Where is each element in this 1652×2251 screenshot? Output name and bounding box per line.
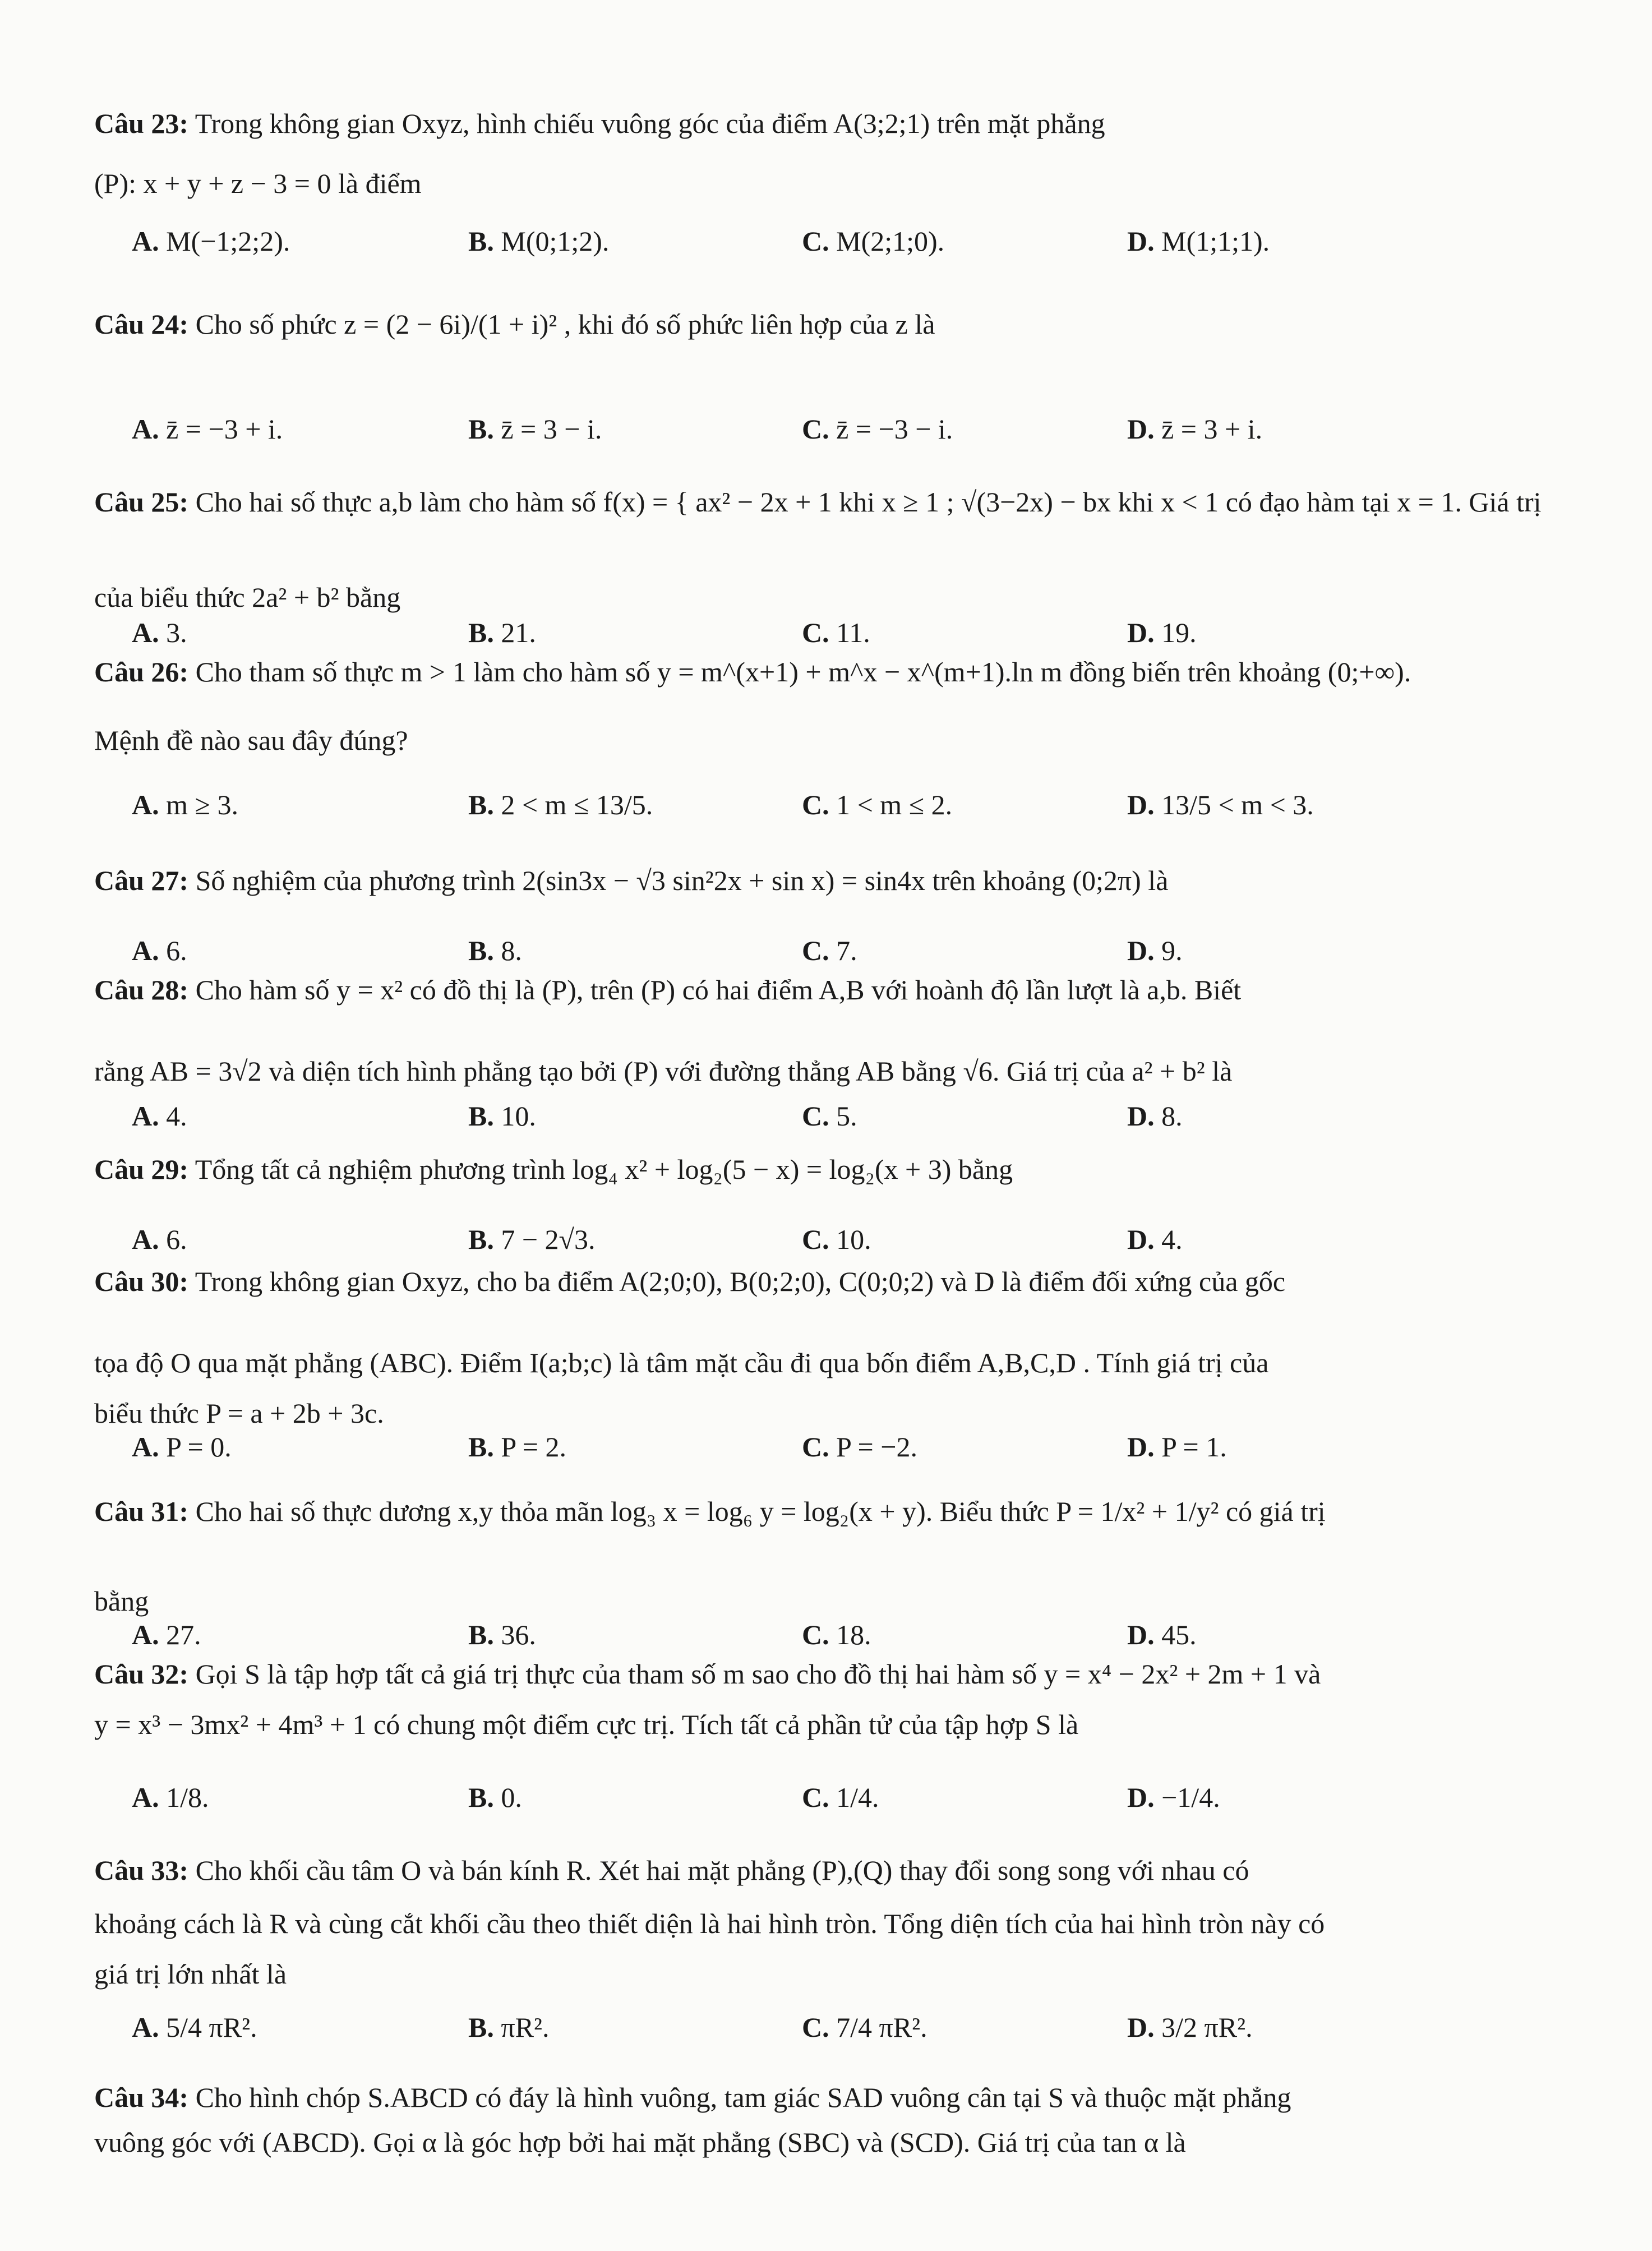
- option-text: 36.: [501, 1619, 536, 1650]
- question-line: [94, 1657, 1545, 1691]
- option-text: 10.: [836, 1224, 871, 1255]
- question-text-continued: biểu thức P = a + 2b + 3c.: [94, 1397, 384, 1429]
- option-text: z̄ = −3 − i.: [836, 413, 953, 445]
- option-text: 11.: [836, 617, 870, 648]
- question-text-continued: giá trị lớn nhất là: [94, 1958, 287, 1990]
- question-text-continued: Mệnh đề nào sau đây đúng?: [94, 725, 408, 756]
- answer-option: [468, 788, 653, 822]
- option-text: 6.: [166, 1224, 187, 1255]
- option-text: z̄ = −3 + i.: [166, 413, 283, 445]
- answer-option: [1127, 1780, 1220, 1814]
- option-key: A.: [132, 1619, 159, 1650]
- option-key: B.: [468, 413, 494, 445]
- option-text: 3.: [166, 617, 187, 648]
- question-line: [94, 1494, 1545, 1528]
- question-label: Câu 26:: [94, 656, 189, 688]
- question-text: Trong không gian Oxyz, cho ba điểm A(2;0;0), B(0;2;0), C(0;0;2) và D là điểm đối xứng của gốc: [195, 1266, 1286, 1297]
- option-key: A.: [132, 225, 159, 257]
- answer-option: [132, 1780, 209, 1814]
- question-label: Câu 24:: [94, 308, 189, 340]
- option-key: C.: [802, 789, 829, 820]
- answer-option: [802, 224, 944, 258]
- answer-option: [802, 788, 952, 822]
- option-key: A.: [132, 789, 159, 820]
- option-key: A.: [132, 617, 159, 648]
- option-key: A.: [132, 935, 159, 966]
- answer-option: [132, 1618, 201, 1652]
- option-key: B.: [468, 1619, 494, 1650]
- question-line: [94, 1265, 1545, 1298]
- answer-option: [802, 1430, 917, 1464]
- question-text-continued: y = x³ − 3mx² + 4m³ + 1 có chung một điểm cực trị. Tích tất cả phần tử của tập hợp S là: [94, 1709, 1079, 1740]
- answer-option: [132, 224, 290, 258]
- option-key: D.: [1127, 1431, 1155, 1463]
- answer-option: [802, 2010, 927, 2044]
- question-label: Câu 27:: [94, 865, 189, 896]
- question-label: Câu 23:: [94, 108, 189, 139]
- question-text: Cho tham số thực m > 1 làm cho hàm số y = m^(x+1) + m^x − x^(m+1).ln m đồng biến trên khoảng (0;+∞).: [195, 656, 1411, 688]
- question-text: Gọi S là tập hợp tất cả giá trị thực của tham số m sao cho đồ thị hai hàm số y = x⁴ − 2x² + 2m + 1 và: [195, 1658, 1321, 1690]
- option-key: B.: [468, 225, 494, 257]
- option-key: A.: [132, 1782, 159, 1813]
- question-text-continued: bằng: [94, 1585, 149, 1617]
- option-text: 0.: [501, 1782, 522, 1813]
- answer-option: [132, 616, 187, 649]
- option-text: m ≥ 3.: [166, 789, 238, 820]
- option-key: D.: [1127, 1782, 1155, 1813]
- question-text: Cho hàm số y = x² có đồ thị là (P), trên (P) có hai điểm A,B với hoành độ lần lượt là a,b. Biết: [195, 974, 1242, 1005]
- question-text-continued: vuông góc với (ABCD). Gọi α là góc hợp bởi hai mặt phẳng (SBC) và (SCD). Giá trị của tan α là: [94, 2127, 1186, 2158]
- answer-option: [468, 1099, 536, 1133]
- option-key: B.: [468, 2012, 494, 2043]
- answer-option: [1127, 224, 1270, 258]
- option-text: M(2;1;0).: [836, 225, 945, 257]
- question-text-continued: tọa độ O qua mặt phẳng (ABC). Điểm I(a;b;c) là tâm mặt cầu đi qua bốn điểm A,B,C,D . Tính giá trị của: [94, 1347, 1269, 1378]
- option-key: C.: [802, 413, 829, 445]
- option-key: C.: [802, 1100, 829, 1132]
- answer-option: [802, 1099, 857, 1133]
- question-line: [94, 1152, 1545, 1186]
- option-text: 45.: [1161, 1619, 1197, 1650]
- question-text-continued: (P): x + y + z − 3 = 0 là điểm: [94, 168, 422, 199]
- option-key: C.: [802, 1619, 829, 1650]
- answer-option: [1127, 1618, 1197, 1652]
- answer-option: [468, 616, 536, 649]
- answer-option: [1127, 616, 1197, 649]
- answer-option: [1127, 788, 1314, 822]
- option-text: 2 < m ≤ 13/5.: [501, 789, 653, 820]
- question-line: [94, 107, 1545, 140]
- option-key: D.: [1127, 1224, 1155, 1255]
- option-text: 27.: [166, 1619, 201, 1650]
- option-text: 13/5 < m < 3.: [1161, 789, 1314, 820]
- option-text: 4.: [1161, 1224, 1183, 1255]
- answer-option: [132, 1223, 187, 1256]
- option-key: D.: [1127, 413, 1155, 445]
- question-text-continued: khoảng cách là R và cùng cắt khối cầu theo thiết diện là hai hình tròn. Tổng diện tích của hai hình tròn này có: [94, 1908, 1325, 1939]
- answer-option: [132, 412, 283, 446]
- option-key: B.: [468, 617, 494, 648]
- question-label: Câu 31:: [94, 1496, 189, 1527]
- question-text: Trong không gian Oxyz, hình chiếu vuông góc của điểm A(3;2;1) trên mặt phẳng: [195, 108, 1105, 139]
- question-text: Tổng tất cả nghiệm phương trình log₄ x² + log₂(5 − x) = log₂(x + 3) bằng: [195, 1154, 1013, 1185]
- option-text: 7 − 2√3.: [501, 1224, 596, 1255]
- option-text: πR².: [501, 2012, 550, 2043]
- option-text: 1/4.: [836, 1782, 879, 1813]
- option-text: 8.: [1161, 1100, 1183, 1132]
- option-key: C.: [802, 935, 829, 966]
- question-text: Cho số phức z = (2 − 6i)/(1 + i)² , khi đó số phức liên hợp của z là: [195, 308, 935, 340]
- option-text: 10.: [501, 1100, 536, 1132]
- option-key: C.: [802, 225, 829, 257]
- question-text-continued: rằng AB = 3√2 và diện tích hình phẳng tạo bởi (P) với đường thẳng AB bằng √6. Giá trị của a² + b² là: [94, 1055, 1233, 1087]
- option-key: B.: [468, 789, 494, 820]
- answer-option: [1127, 1430, 1227, 1464]
- option-key: D.: [1127, 1619, 1155, 1650]
- answer-option: [802, 412, 953, 446]
- question-line: [94, 973, 1545, 1007]
- question-label: Câu 30:: [94, 1266, 189, 1297]
- question-text: Cho hình chóp S.ABCD có đáy là hình vuông, tam giác SAD vuông cân tại S và thuộc mặt phẳng: [195, 2082, 1291, 2113]
- question-line: [94, 2081, 1545, 2114]
- question-line: [94, 1853, 1545, 1887]
- option-key: A.: [132, 1224, 159, 1255]
- answer-option: [802, 1223, 871, 1256]
- answer-option: [468, 2010, 549, 2044]
- option-text: 18.: [836, 1619, 871, 1650]
- option-text: M(0;1;2).: [501, 225, 610, 257]
- option-text: 3/2 πR².: [1161, 2012, 1253, 2043]
- answer-option: [1127, 412, 1262, 446]
- option-text: M(1;1;1).: [1161, 225, 1270, 257]
- option-text: 1 < m ≤ 2.: [836, 789, 953, 820]
- option-key: A.: [132, 1100, 159, 1132]
- answer-option: [132, 2010, 257, 2044]
- option-key: D.: [1127, 935, 1155, 966]
- question-line: [94, 864, 1545, 897]
- option-key: D.: [1127, 617, 1155, 648]
- option-key: D.: [1127, 789, 1155, 820]
- answer-option: [132, 1430, 232, 1464]
- option-key: C.: [802, 2012, 829, 2043]
- answer-option: [1127, 934, 1183, 967]
- option-key: B.: [468, 1782, 494, 1813]
- option-text: 4.: [166, 1100, 187, 1132]
- option-key: D.: [1127, 225, 1155, 257]
- answer-option: [132, 788, 238, 822]
- option-key: C.: [802, 1224, 829, 1255]
- answer-option: [802, 1618, 871, 1652]
- option-key: A.: [132, 413, 159, 445]
- question-label: Câu 32:: [94, 1658, 189, 1690]
- option-text: 8.: [501, 935, 522, 966]
- question-line: [94, 485, 1545, 519]
- option-text: 7/4 πR².: [836, 2012, 927, 2043]
- option-text: z̄ = 3 − i.: [501, 413, 602, 445]
- question-label: Câu 33:: [94, 1855, 189, 1886]
- answer-option: [132, 1099, 187, 1133]
- question-text: Cho khối cầu tâm O và bán kính R. Xét hai mặt phẳng (P),(Q) thay đổi song song với nhau có: [195, 1855, 1249, 1886]
- option-key: C.: [802, 617, 829, 648]
- answer-option: [802, 934, 857, 967]
- option-key: B.: [468, 1224, 494, 1255]
- question-line: [94, 655, 1545, 689]
- option-key: C.: [802, 1431, 829, 1463]
- answer-option: [468, 1618, 536, 1652]
- option-key: B.: [468, 935, 494, 966]
- option-key: B.: [468, 1100, 494, 1132]
- option-text: 19.: [1161, 617, 1197, 648]
- question-text: Số nghiệm của phương trình 2(sin3x − √3 sin²2x + sin x) = sin4x trên khoảng (0;2π) là: [195, 865, 1169, 896]
- option-text: 5/4 πR².: [166, 2012, 257, 2043]
- answer-option: [132, 934, 187, 967]
- answer-option: [1127, 1223, 1183, 1256]
- answer-option: [1127, 2010, 1253, 2044]
- option-text: 5.: [836, 1100, 857, 1132]
- answer-option: [468, 1223, 596, 1256]
- answer-option: [468, 934, 522, 967]
- option-text: P = 1.: [1161, 1431, 1227, 1463]
- option-text: P = 2.: [501, 1431, 567, 1463]
- option-text: M(−1;2;2).: [166, 225, 290, 257]
- question-label: Câu 34:: [94, 2082, 189, 2113]
- answer-option: [468, 224, 609, 258]
- option-key: C.: [802, 1782, 829, 1813]
- option-text: P = 0.: [166, 1431, 232, 1463]
- option-text: 9.: [1161, 935, 1183, 966]
- question-label: Câu 28:: [94, 974, 189, 1005]
- option-text: z̄ = 3 + i.: [1161, 413, 1263, 445]
- option-key: D.: [1127, 1100, 1155, 1132]
- question-label: Câu 29:: [94, 1154, 189, 1185]
- question-text: Cho hai số thực dương x,y thỏa mãn log₃ x = log₆ y = log₂(x + y). Biểu thức P = 1/x² + 1/y² có giá trị: [195, 1496, 1326, 1527]
- question-label: Câu 25:: [94, 486, 189, 518]
- answer-option: [802, 616, 870, 649]
- option-text: 21.: [501, 617, 536, 648]
- option-key: A.: [132, 2012, 159, 2043]
- option-key: A.: [132, 1431, 159, 1463]
- option-key: D.: [1127, 2012, 1155, 2043]
- option-text: 1/8.: [166, 1782, 209, 1813]
- question-line: [94, 307, 1545, 341]
- answer-option: [802, 1780, 879, 1814]
- answer-option: [468, 412, 602, 446]
- question-text-continued: của biểu thức 2a² + b² bằng: [94, 582, 401, 613]
- option-text: P = −2.: [836, 1431, 917, 1463]
- option-text: −1/4.: [1161, 1782, 1220, 1813]
- answer-option: [1127, 1099, 1183, 1133]
- question-text: Cho hai số thực a,b làm cho hàm số f(x) = { ax² − 2x + 1 khi x ≥ 1 ; √(3−2x) − bx khi x < 1 có đạo hàm tại x = 1. Giá trị: [195, 486, 1542, 518]
- option-text: 6.: [166, 935, 187, 966]
- answer-option: [468, 1780, 522, 1814]
- option-key: B.: [468, 1431, 494, 1463]
- answer-option: [468, 1430, 566, 1464]
- option-text: 7.: [836, 935, 857, 966]
